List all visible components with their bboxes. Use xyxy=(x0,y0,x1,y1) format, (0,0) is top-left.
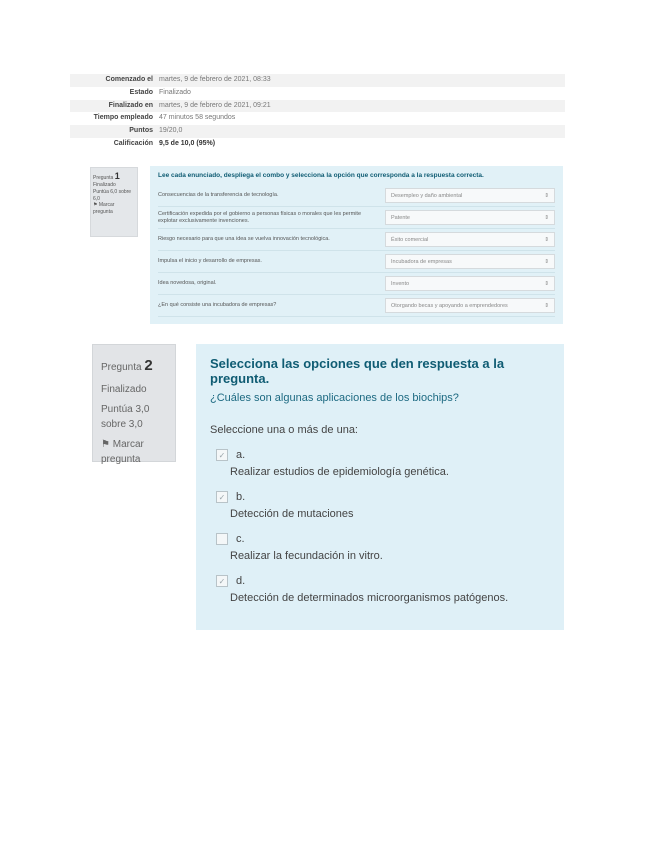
question-text: ¿Cuáles son algunas aplicaciones de los biochips? xyxy=(210,392,459,404)
question-2-info xyxy=(92,344,176,465)
flag-icon: ⚑ xyxy=(93,202,98,209)
summary-label: Estado xyxy=(129,88,153,96)
question-2-content xyxy=(196,344,564,630)
select-arrows-icon: ⇕ xyxy=(544,302,549,309)
answer-option xyxy=(210,575,550,604)
summary-label: Puntos xyxy=(70,125,156,138)
answer-option xyxy=(210,449,550,478)
flag-label: Marcar pregunta xyxy=(93,202,115,216)
option-checkbox[interactable]: ✓ xyxy=(216,491,228,503)
answer-option xyxy=(210,533,550,562)
question-number: 1 xyxy=(114,171,120,181)
option-letter: a. xyxy=(236,449,246,461)
question-label: Pregunta xyxy=(93,175,114,181)
select-arrows-icon: ⇕ xyxy=(544,214,549,221)
summary-label: Tiempo empleado xyxy=(93,114,153,122)
option-text: Detección de mutaciones xyxy=(230,508,354,520)
match-row xyxy=(158,295,555,317)
option-text: Realizar la fecundación in vitro. xyxy=(230,550,383,562)
option-checkbox[interactable]: ✓ xyxy=(216,575,228,587)
match-row xyxy=(158,229,555,251)
summary-row xyxy=(70,138,565,151)
option-text: Realizar estudios de epidemiología genética. xyxy=(230,466,449,478)
match-select[interactable] xyxy=(385,298,555,313)
question-prompt: Lee cada enunciado, despliega el combo y selecciona la opción que corresponda a la respuesta correcta. xyxy=(158,172,484,179)
summary-row xyxy=(70,87,565,100)
match-row xyxy=(158,207,555,229)
summary-value: 9,5 de 10,0 (95%) xyxy=(159,139,216,147)
summary-row xyxy=(70,100,565,113)
question-state: Finalizado xyxy=(101,383,147,395)
match-statement: Consecuencias de la transferencia de tecnología. xyxy=(158,192,279,199)
answer-option xyxy=(210,491,550,520)
option-letter: b. xyxy=(236,491,246,503)
summary-label: Comenzado el xyxy=(70,74,156,87)
select-value: Éxito comercial xyxy=(391,236,429,243)
option-checkbox[interactable] xyxy=(216,533,228,545)
match-select[interactable] xyxy=(385,188,555,203)
match-statement: Impulsa el inicio y desarrollo de empresas. xyxy=(158,258,262,265)
match-row xyxy=(158,273,555,295)
match-select[interactable] xyxy=(385,276,555,291)
match-statement: ¿En qué consiste una incubadora de empresas? xyxy=(158,302,277,309)
flag-icon: ⚑ xyxy=(101,439,110,451)
select-arrows-icon: ⇕ xyxy=(544,280,549,287)
select-value: Desempleo y daño ambiental xyxy=(391,192,463,199)
match-select[interactable] xyxy=(385,232,555,247)
match-row xyxy=(158,185,555,207)
option-text: Detección de determinados microorganismos patógenos. xyxy=(230,592,509,604)
question-label: Pregunta xyxy=(101,362,142,373)
question-score: Puntúa 6,0 sobre 6,0 xyxy=(93,188,132,202)
summary-value: Finalizado xyxy=(159,88,191,96)
summary-row xyxy=(70,74,565,87)
summary-value: martes, 9 de febrero de 2021, 09:21 xyxy=(156,100,565,113)
flag-label: Marcar pregunta xyxy=(101,439,144,465)
summary-value: 47 minutos 58 segundos xyxy=(159,114,236,122)
option-letter: d. xyxy=(236,575,246,587)
flag-question[interactable] xyxy=(101,438,167,467)
summary-row xyxy=(70,125,565,138)
summary-value: 19/20,0 xyxy=(156,125,565,138)
match-statement: Certificación expedida por el gobierno a personas físicas o morales que les permite explotar exclusivamente invenciones. xyxy=(158,210,361,224)
summary-row xyxy=(70,112,565,125)
select-value: Otorgando becas y apoyando a emprendedores xyxy=(391,302,508,309)
question-1-info xyxy=(90,167,138,237)
match-row xyxy=(158,251,555,273)
summary-table xyxy=(70,74,565,151)
option-letter: c. xyxy=(236,533,245,545)
match-statement: Riesgo necesario para que una idea se vuelva innovación tecnológica. xyxy=(158,236,330,243)
match-select[interactable] xyxy=(385,210,555,225)
attempt-summary xyxy=(70,74,565,151)
summary-label: Finalizado en xyxy=(70,100,156,113)
match-statement: Idea novedosa, original. xyxy=(158,280,217,287)
question-prompt: Selecciona las opciones que den respuesta a la pregunta. xyxy=(210,356,505,386)
summary-label: Calificación xyxy=(113,139,153,147)
question-state: Finalizado xyxy=(93,182,116,189)
select-arrows-icon: ⇕ xyxy=(544,192,549,199)
flag-question[interactable] xyxy=(93,202,135,216)
summary-value: martes, 9 de febrero de 2021, 08:33 xyxy=(156,74,565,87)
answer-instruction: Seleccione una o más de una: xyxy=(210,424,358,436)
match-select[interactable] xyxy=(385,254,555,269)
select-value: Patente xyxy=(391,214,410,221)
select-value: Incubadora de empresas xyxy=(391,258,452,265)
question-score: Puntúa 3,0 sobre 3,0 xyxy=(101,404,150,430)
select-arrows-icon: ⇕ xyxy=(544,258,549,265)
select-value: Invento xyxy=(391,280,410,287)
question-number: 2 xyxy=(144,357,153,374)
select-arrows-icon: ⇕ xyxy=(544,236,549,243)
question-1-content xyxy=(150,166,563,324)
option-checkbox[interactable]: ✓ xyxy=(216,449,228,461)
